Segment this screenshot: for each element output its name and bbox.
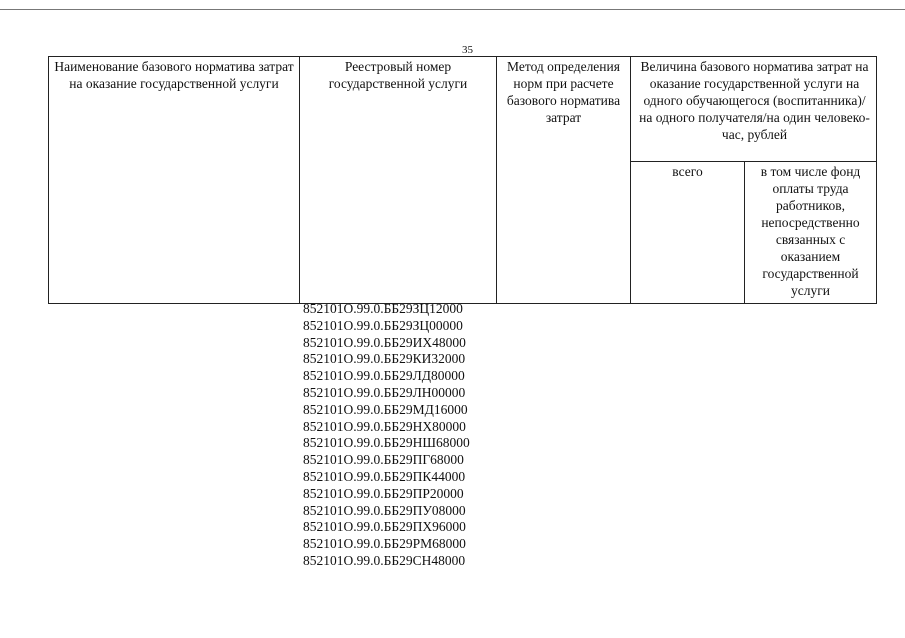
registry-code-item: 852101О.99.0.ББ29ЛН00000 bbox=[303, 384, 466, 400]
norms-table bbox=[48, 56, 877, 304]
registry-code-item: 852101О.99.0.ББ29РМ68000 bbox=[303, 536, 466, 552]
registry-code-item: 852101О.99.0.ББ29ПХ96000 bbox=[303, 519, 466, 535]
registry-code-item: 852101О.99.0.ББ29СН48000 bbox=[303, 552, 466, 568]
header-row-1 bbox=[49, 57, 877, 162]
header-total: всего bbox=[631, 162, 745, 304]
header-wage-fund: в том числе фонд оплаты труда работников, непосредственно связанных с оказанием государственной услуги bbox=[745, 162, 877, 304]
registry-code-item: 852101О.99.0.ББ29НХ80000 bbox=[303, 418, 466, 434]
registry-code-item: 852101О.99.0.ББ29ЛД80000 bbox=[303, 368, 465, 384]
header-registry-number: Реестровый номер государственной услуги bbox=[300, 57, 497, 304]
registry-code-item: 852101О.99.0.ББ29МД16000 bbox=[303, 401, 468, 417]
header-norm-value: Величина базового норматива затрат на оказание государственной услуги на одного обучающегося (воспитанника)/на одного получателя/на один человеко-час, рублей bbox=[631, 57, 877, 162]
registry-code-item: 852101О.99.0.ББ29ЗЦ00000 bbox=[303, 317, 463, 333]
registry-code-item: 852101О.99.0.ББ29ПК44000 bbox=[303, 468, 466, 484]
header-method: Метод определения норм при расчете базового норматива затрат bbox=[497, 57, 631, 304]
header-service-name: Наименование базового норматива затрат на оказание государственной услуги bbox=[49, 57, 300, 304]
registry-code-item: 852101О.99.0.ББ29КИ32000 bbox=[303, 351, 466, 367]
page-number: 35 bbox=[462, 44, 473, 56]
top-rule bbox=[0, 9, 905, 10]
registry-code-list bbox=[303, 301, 470, 570]
registry-code-item: 852101О.99.0.ББ29ПУ08000 bbox=[303, 502, 466, 518]
registry-code-item: 852101О.99.0.ББ29ПГ68000 bbox=[303, 452, 464, 468]
registry-code-item: 852101О.99.0.ББ29ЗЦ12000 bbox=[303, 301, 463, 316]
registry-code-item: 852101О.99.0.ББ29ПР20000 bbox=[303, 485, 464, 501]
registry-code-item: 852101О.99.0.ББ29НШ68000 bbox=[303, 435, 470, 451]
registry-code-item: 852101О.99.0.ББ29ИХ48000 bbox=[303, 334, 466, 350]
